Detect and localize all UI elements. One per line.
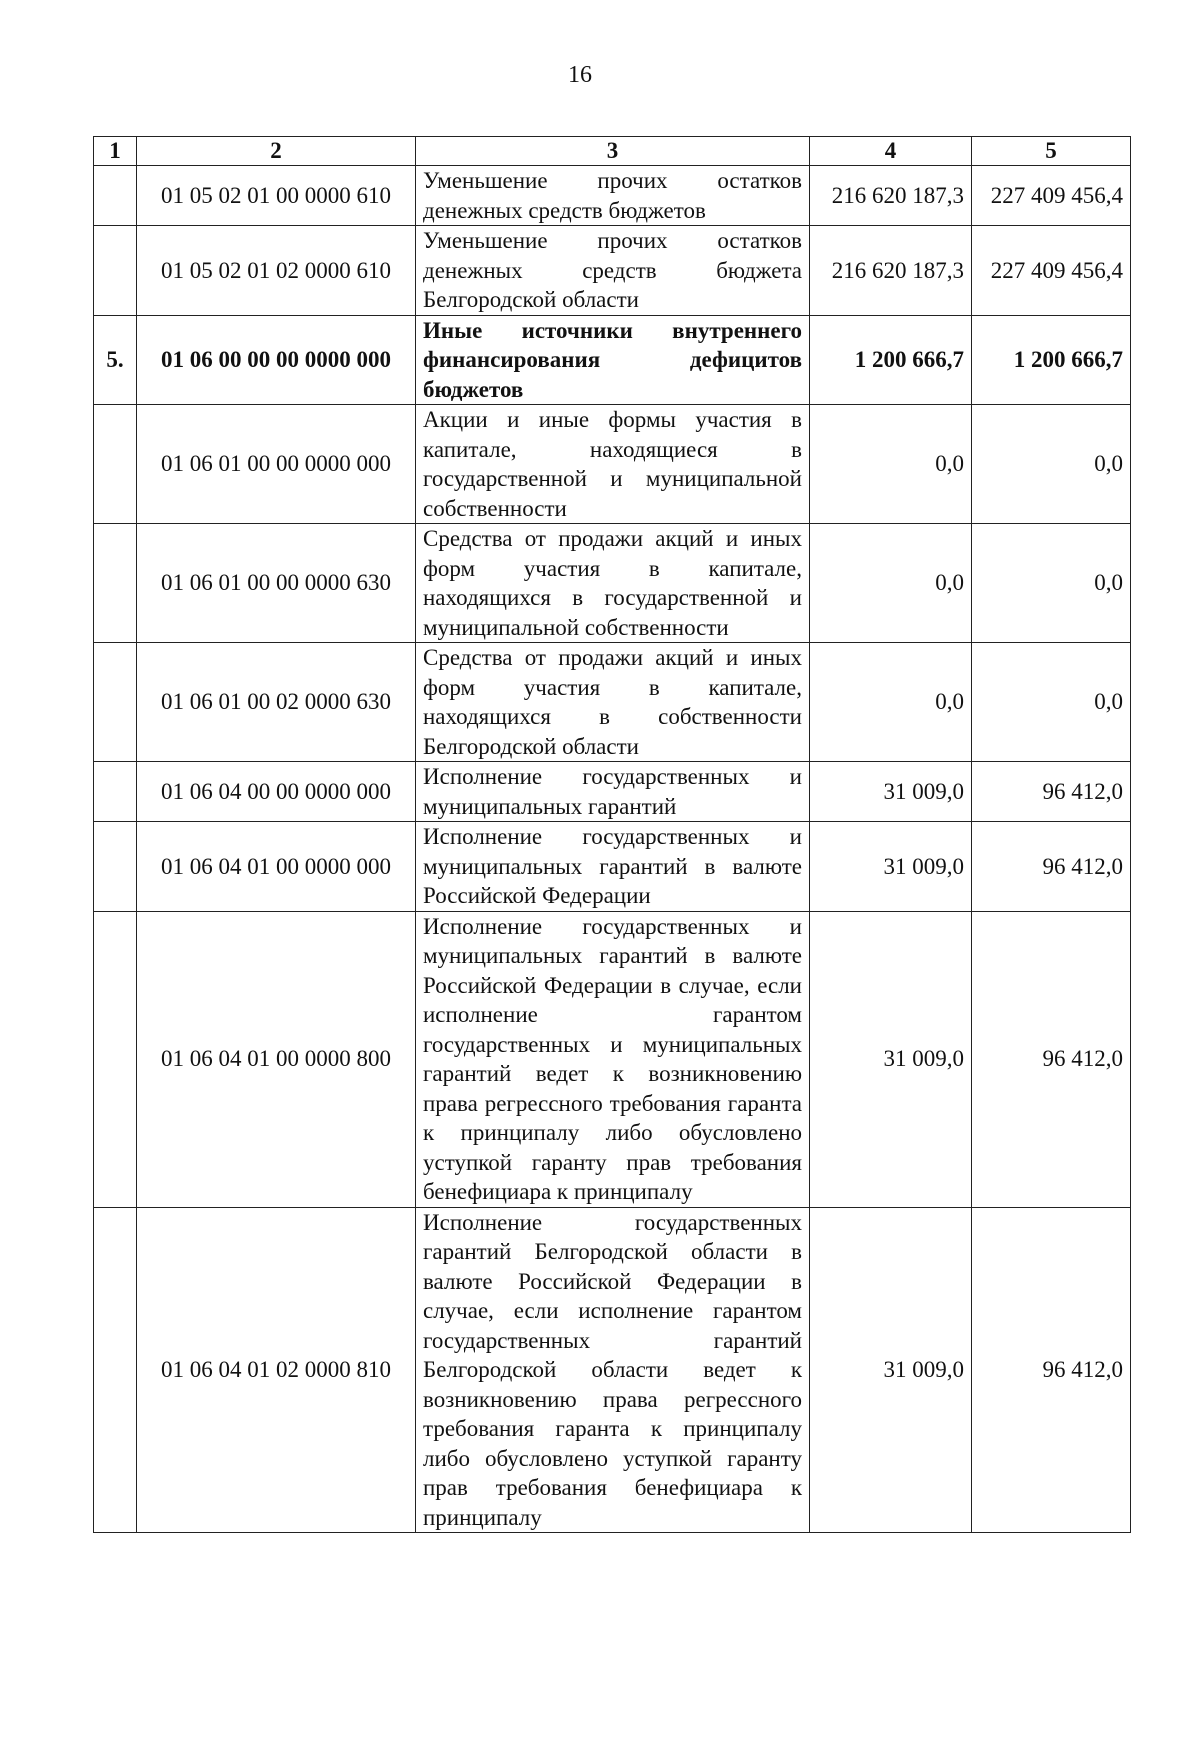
table-row	[94, 911, 1131, 1207]
table-row	[94, 762, 1131, 822]
amount-column-5: 96 412,0	[972, 822, 1131, 912]
row-number	[94, 762, 137, 822]
amount-column-5: 0,0	[972, 524, 1131, 643]
source-description: Акции и иные формы участия в капитале, находящиеся в государственной и муниципальной собственности	[416, 405, 810, 524]
amount-column-4: 1 200 666,7	[810, 315, 972, 405]
amount-column-5: 0,0	[972, 405, 1131, 524]
amount-column-4: 31 009,0	[810, 822, 972, 912]
source-description: Уменьшение прочих остатков денежных средств бюджета Белгородской области	[416, 226, 810, 316]
source-description: Исполнение государственных и муниципальных гарантий в валюте Российской Федерации	[416, 822, 810, 912]
source-description: Исполнение государственных гарантий Белгородской области в валюте Российской Федерации в случае, если исполнение гарантом государственных гарантий Белгородской области ведет к возникновению права регрессного требования гаранта к принципалу либо обусловлено уступкой гаранту прав требования бенефициара к принципалу	[416, 1207, 810, 1533]
amount-column-4: 0,0	[810, 643, 972, 762]
row-number	[94, 405, 137, 524]
column-header-4: 4	[810, 137, 972, 166]
budget-code: 01 06 04 01 00 0000 800	[137, 911, 416, 1207]
row-number	[94, 911, 137, 1207]
column-header-3: 3	[416, 137, 810, 166]
sources-financing-table	[93, 136, 1131, 1533]
amount-column-5: 0,0	[972, 643, 1131, 762]
budget-code: 01 06 04 01 02 0000 810	[137, 1207, 416, 1533]
budget-code: 01 06 04 01 00 0000 000	[137, 822, 416, 912]
budget-code: 01 06 01 00 00 0000 000	[137, 405, 416, 524]
amount-column-4: 216 620 187,3	[810, 226, 972, 316]
source-description: Исполнение государственных и муниципальных гарантий в валюте Российской Федерации в случае, если исполнение гарантом государственных и муниципальных гарантий ведет к возникновению права регрессного требования гаранта к принципалу либо обусловлено уступкой гаранту прав требования бенефициара к принципалу	[416, 911, 810, 1207]
amount-column-5: 1 200 666,7	[972, 315, 1131, 405]
budget-code: 01 06 01 00 02 0000 630	[137, 643, 416, 762]
table-row	[94, 166, 1131, 226]
column-header-1: 1	[94, 137, 137, 166]
budget-code: 01 06 01 00 00 0000 630	[137, 524, 416, 643]
table-row	[94, 1207, 1131, 1533]
amount-column-4: 31 009,0	[810, 1207, 972, 1533]
amount-column-5: 227 409 456,4	[972, 226, 1131, 316]
page-number: 16	[568, 62, 592, 88]
column-header-5: 5	[972, 137, 1131, 166]
table-row	[94, 822, 1131, 912]
column-header-2: 2	[137, 137, 416, 166]
source-description: Исполнение государственных и муниципальных гарантий	[416, 762, 810, 822]
row-number	[94, 822, 137, 912]
amount-column-5: 96 412,0	[972, 762, 1131, 822]
row-number	[94, 1207, 137, 1533]
budget-code: 01 06 00 00 00 0000 000	[137, 315, 416, 405]
budget-code: 01 05 02 01 00 0000 610	[137, 166, 416, 226]
budget-code: 01 05 02 01 02 0000 610	[137, 226, 416, 316]
table-row	[94, 524, 1131, 643]
row-number	[94, 166, 137, 226]
amount-column-4: 31 009,0	[810, 911, 972, 1207]
amount-column-4: 31 009,0	[810, 762, 972, 822]
table-row	[94, 643, 1131, 762]
amount-column-5: 227 409 456,4	[972, 166, 1131, 226]
source-description: Средства от продажи акций и иных форм участия в капитале, находящихся в собственности Белгородской области	[416, 643, 810, 762]
table-row-section	[94, 315, 1131, 405]
source-description: Уменьшение прочих остатков денежных средств бюджетов	[416, 166, 810, 226]
amount-column-4: 0,0	[810, 524, 972, 643]
amount-column-5: 96 412,0	[972, 1207, 1131, 1533]
budget-code: 01 06 04 00 00 0000 000	[137, 762, 416, 822]
table-row	[94, 405, 1131, 524]
source-description: Иные источники внутреннего финансирования дефицитов бюджетов	[416, 315, 810, 405]
amount-column-4: 0,0	[810, 405, 972, 524]
table-header-row	[94, 137, 1131, 166]
table-row	[94, 226, 1131, 316]
row-number	[94, 524, 137, 643]
row-number	[94, 643, 137, 762]
source-description: Средства от продажи акций и иных форм участия в капитале, находящихся в государственной и муниципальной собственности	[416, 524, 810, 643]
amount-column-5: 96 412,0	[972, 911, 1131, 1207]
row-number	[94, 226, 137, 316]
amount-column-4: 216 620 187,3	[810, 166, 972, 226]
row-number: 5.	[94, 315, 137, 405]
